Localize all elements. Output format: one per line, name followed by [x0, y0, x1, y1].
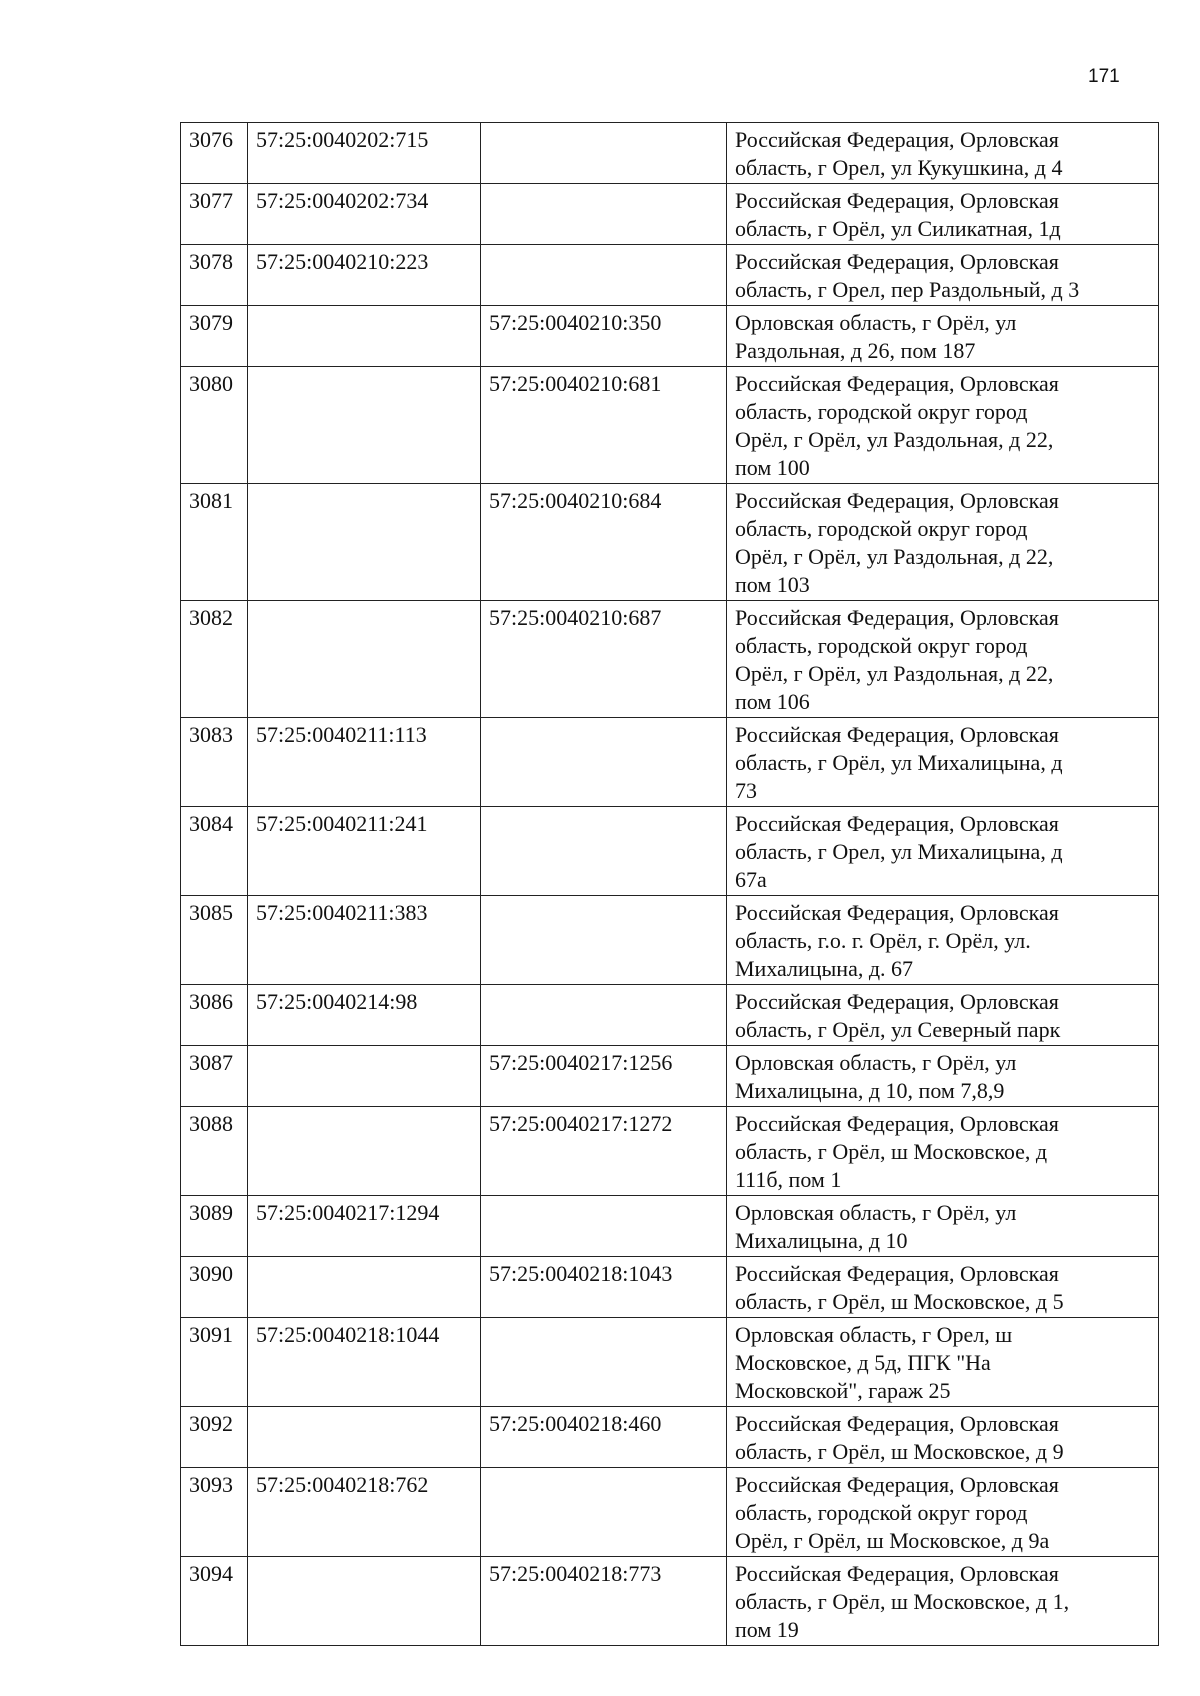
- land-cadastral-number-cell: [248, 306, 481, 367]
- object-cadastral-number-cell: [481, 985, 727, 1046]
- land-cadastral-number-cell: [248, 1196, 481, 1257]
- address-cell: [727, 807, 1159, 896]
- address-cell: [727, 1257, 1159, 1318]
- address-cell-text: Орловская область, г Орёл, ул Михалицына, д 10: [735, 1200, 1017, 1253]
- object-cadastral-number-cell-text: 57:25:0040218:773: [489, 1561, 662, 1586]
- row-number-cell-text: 3088: [189, 1111, 233, 1136]
- table-row: [181, 123, 1159, 184]
- land-cadastral-number-cell: [248, 367, 481, 484]
- table-row: [181, 807, 1159, 896]
- address-cell: [727, 1107, 1159, 1196]
- object-cadastral-number-cell: [481, 367, 727, 484]
- object-cadastral-number-cell-text: 57:25:0040210:350: [489, 310, 662, 335]
- address-cell-text: Орловская область, г Орёл, ул Раздольная, д 26, пом 187: [735, 310, 1017, 363]
- object-cadastral-number-cell: [481, 601, 727, 718]
- land-cadastral-number-cell: [248, 985, 481, 1046]
- land-cadastral-number-cell-text: 57:25:0040214:98: [256, 989, 418, 1014]
- row-number-cell: [181, 484, 248, 601]
- row-number-cell-text: 3077: [189, 188, 233, 213]
- row-number-cell: [181, 807, 248, 896]
- row-number-cell: [181, 718, 248, 807]
- row-number-cell: [181, 245, 248, 306]
- table-row: [181, 1318, 1159, 1407]
- address-cell: [727, 184, 1159, 245]
- address-cell-text: Российская Федерация, Орловская область, г.о. г. Орёл, г. Орёл, ул. Михалицына, д. 67: [735, 900, 1059, 981]
- object-cadastral-number-cell-text: 57:25:0040218:460: [489, 1411, 662, 1436]
- row-number-cell-text: 3076: [189, 127, 233, 152]
- row-number-cell: [181, 123, 248, 184]
- table-row: [181, 601, 1159, 718]
- address-cell-text: Российская Федерация, Орловская область, городской округ город Орёл, г Орёл, ш Московское, д 9а: [735, 1472, 1059, 1553]
- land-cadastral-number-cell: [248, 1407, 481, 1468]
- page-number: 171: [1088, 66, 1120, 87]
- object-cadastral-number-cell: [481, 1318, 727, 1407]
- object-cadastral-number-cell-text: 57:25:0040210:687: [489, 605, 662, 630]
- land-cadastral-number-cell-text: 57:25:0040202:715: [256, 127, 429, 152]
- object-cadastral-number-cell: [481, 718, 727, 807]
- object-cadastral-number-cell-text: 57:25:0040217:1256: [489, 1050, 673, 1075]
- land-cadastral-number-cell-text: 57:25:0040218:1044: [256, 1322, 440, 1347]
- row-number-cell: [181, 896, 248, 985]
- address-cell-text: Российская Федерация, Орловская область, городской округ город Орёл, г Орёл, ул Раздольная, д 22, пом 106: [735, 605, 1059, 714]
- address-cell: [727, 484, 1159, 601]
- land-cadastral-number-cell: [248, 601, 481, 718]
- object-cadastral-number-cell: [481, 1046, 727, 1107]
- table-row: [181, 484, 1159, 601]
- row-number-cell: [181, 1107, 248, 1196]
- land-cadastral-number-cell: [248, 1107, 481, 1196]
- row-number-cell-text: 3079: [189, 310, 233, 335]
- table-row: [181, 367, 1159, 484]
- land-cadastral-number-cell: [248, 245, 481, 306]
- land-cadastral-number-cell-text: 57:25:0040211:241: [256, 811, 428, 836]
- object-cadastral-number-cell: [481, 184, 727, 245]
- land-cadastral-number-cell-text: 57:25:0040202:734: [256, 188, 429, 213]
- row-number-cell: [181, 367, 248, 484]
- object-cadastral-number-cell: [481, 1196, 727, 1257]
- object-cadastral-number-cell: [481, 1107, 727, 1196]
- address-cell-text: Российская Федерация, Орловская область, г Орёл, ул Михалицына, д 73: [735, 722, 1063, 803]
- table-row: [181, 1046, 1159, 1107]
- table-body: [181, 123, 1159, 1646]
- table-row: [181, 245, 1159, 306]
- object-cadastral-number-cell: [481, 896, 727, 985]
- row-number-cell-text: 3078: [189, 249, 233, 274]
- land-cadastral-number-cell-text: 57:25:0040211:383: [256, 900, 428, 925]
- row-number-cell-text: 3086: [189, 989, 233, 1014]
- address-cell-text: Российская Федерация, Орловская область, г Орёл, ш Московское, д 1, пом 19: [735, 1561, 1070, 1642]
- land-cadastral-number-cell: [248, 484, 481, 601]
- address-cell: [727, 367, 1159, 484]
- address-cell-text: Российская Федерация, Орловская область, г Орел, ул Михалицына, д 67а: [735, 811, 1063, 892]
- land-cadastral-number-cell: [248, 1468, 481, 1557]
- object-cadastral-number-cell: [481, 123, 727, 184]
- land-cadastral-number-cell: [248, 1318, 481, 1407]
- row-number-cell-text: 3087: [189, 1050, 233, 1075]
- address-cell: [727, 1407, 1159, 1468]
- row-number-cell-text: 3085: [189, 900, 233, 925]
- land-cadastral-number-cell: [248, 896, 481, 985]
- land-cadastral-number-cell: [248, 807, 481, 896]
- land-cadastral-number-cell-text: 57:25:0040218:762: [256, 1472, 429, 1497]
- row-number-cell-text: 3089: [189, 1200, 233, 1225]
- table-row: [181, 985, 1159, 1046]
- land-cadastral-number-cell: [248, 184, 481, 245]
- row-number-cell: [181, 1318, 248, 1407]
- land-cadastral-number-cell: [248, 1257, 481, 1318]
- table-row: [181, 896, 1159, 985]
- address-cell-text: Российская Федерация, Орловская область, г Орёл, ш Московское, д 111б, пом 1: [735, 1111, 1059, 1192]
- object-cadastral-number-cell: [481, 484, 727, 601]
- object-cadastral-number-cell: [481, 1407, 727, 1468]
- row-number-cell: [181, 1257, 248, 1318]
- address-cell: [727, 1196, 1159, 1257]
- row-number-cell-text: 3080: [189, 371, 233, 396]
- address-cell-text: Орловская область, г Орёл, ул Михалицына, д 10, пом 7,8,9: [735, 1050, 1017, 1103]
- row-number-cell: [181, 306, 248, 367]
- address-cell: [727, 1557, 1159, 1646]
- row-number-cell-text: 3084: [189, 811, 233, 836]
- address-cell-text: Российская Федерация, Орловская область, городской округ город Орёл, г Орёл, ул Раздольная, д 22, пом 103: [735, 488, 1059, 597]
- address-cell-text: Орловская область, г Орел, ш Московское, д 5д, ПГК "На Московской", гараж 25: [735, 1322, 1013, 1403]
- row-number-cell: [181, 601, 248, 718]
- table-row: [181, 1557, 1159, 1646]
- land-cadastral-number-cell: [248, 123, 481, 184]
- row-number-cell-text: 3093: [189, 1472, 233, 1497]
- object-cadastral-number-cell: [481, 1257, 727, 1318]
- object-cadastral-number-cell-text: 57:25:0040217:1272: [489, 1111, 673, 1136]
- property-table: [180, 122, 1159, 1646]
- row-number-cell: [181, 184, 248, 245]
- row-number-cell-text: 3082: [189, 605, 233, 630]
- row-number-cell-text: 3090: [189, 1261, 233, 1286]
- address-cell-text: Российская Федерация, Орловская область, г Орёл, ул Северный парк: [735, 989, 1061, 1042]
- object-cadastral-number-cell: [481, 1557, 727, 1646]
- table-row: [181, 1468, 1159, 1557]
- object-cadastral-number-cell: [481, 807, 727, 896]
- address-cell: [727, 306, 1159, 367]
- address-cell: [727, 1468, 1159, 1557]
- row-number-cell: [181, 1046, 248, 1107]
- address-cell-text: Российская Федерация, Орловская область, г Орёл, ш Московское, д 5: [735, 1261, 1064, 1314]
- table-row: [181, 1407, 1159, 1468]
- row-number-cell: [181, 1196, 248, 1257]
- object-cadastral-number-cell: [481, 245, 727, 306]
- row-number-cell-text: 3083: [189, 722, 233, 747]
- address-cell: [727, 896, 1159, 985]
- row-number-cell-text: 3094: [189, 1561, 233, 1586]
- land-cadastral-number-cell-text: 57:25:0040217:1294: [256, 1200, 440, 1225]
- object-cadastral-number-cell-text: 57:25:0040218:1043: [489, 1261, 673, 1286]
- row-number-cell: [181, 1468, 248, 1557]
- row-number-cell: [181, 1407, 248, 1468]
- address-cell-text: Российская Федерация, Орловская область, г Орел, ул Кукушкина, д 4: [735, 127, 1063, 180]
- address-cell: [727, 985, 1159, 1046]
- table-row: [181, 306, 1159, 367]
- row-number-cell-text: 3091: [189, 1322, 233, 1347]
- address-cell: [727, 1318, 1159, 1407]
- land-cadastral-number-cell: [248, 718, 481, 807]
- object-cadastral-number-cell-text: 57:25:0040210:684: [489, 488, 662, 513]
- land-cadastral-number-cell: [248, 1046, 481, 1107]
- address-cell-text: Российская Федерация, Орловская область, г Орел, пер Раздольный, д 3: [735, 249, 1080, 302]
- address-cell-text: Российская Федерация, Орловская область, городской округ город Орёл, г Орёл, ул Раздольная, д 22, пом 100: [735, 371, 1059, 480]
- land-cadastral-number-cell-text: 57:25:0040211:113: [256, 722, 427, 747]
- address-cell: [727, 601, 1159, 718]
- table-row: [181, 184, 1159, 245]
- row-number-cell: [181, 985, 248, 1046]
- object-cadastral-number-cell: [481, 306, 727, 367]
- table-row: [181, 1196, 1159, 1257]
- object-cadastral-number-cell: [481, 1468, 727, 1557]
- object-cadastral-number-cell-text: 57:25:0040210:681: [489, 371, 662, 396]
- row-number-cell: [181, 1557, 248, 1646]
- address-cell: [727, 718, 1159, 807]
- row-number-cell-text: 3081: [189, 488, 233, 513]
- land-cadastral-number-cell-text: 57:25:0040210:223: [256, 249, 429, 274]
- address-cell: [727, 245, 1159, 306]
- table-row: [181, 1257, 1159, 1318]
- row-number-cell-text: 3092: [189, 1411, 233, 1436]
- address-cell: [727, 123, 1159, 184]
- address-cell-text: Российская Федерация, Орловская область, г Орёл, ш Московское, д 9: [735, 1411, 1064, 1464]
- table-row: [181, 718, 1159, 807]
- land-cadastral-number-cell: [248, 1557, 481, 1646]
- table-row: [181, 1107, 1159, 1196]
- address-cell-text: Российская Федерация, Орловская область, г Орёл, ул Силикатная, 1д: [735, 188, 1061, 241]
- address-cell: [727, 1046, 1159, 1107]
